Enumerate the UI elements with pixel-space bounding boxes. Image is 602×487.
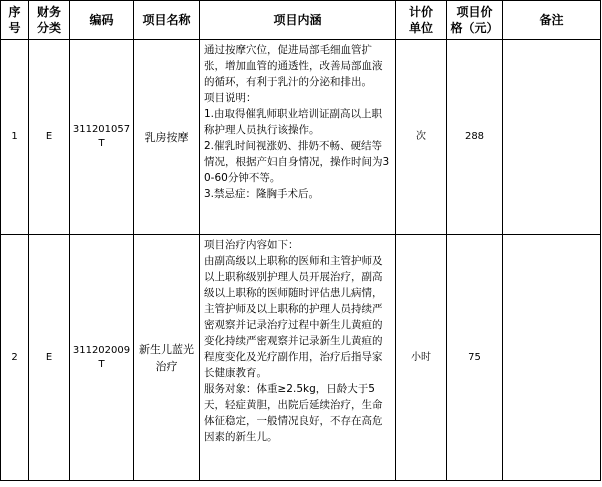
header-name: 项目名称	[134, 1, 200, 40]
content-line: 1.由取得催乳师职业培训证副高以上职称护理人员执行该操作。	[204, 108, 383, 136]
header-category: 财务 分类	[29, 1, 70, 40]
header-code: 编码	[70, 1, 134, 40]
header-row	[1, 1, 601, 40]
header-seq: 序 号	[1, 1, 29, 40]
cell-remark	[503, 235, 601, 481]
content-line: 项目说明：	[204, 92, 257, 104]
cell-unit: 小时	[396, 235, 447, 481]
cell-category: E	[29, 40, 70, 235]
cell-seq: 2	[1, 235, 29, 481]
cell-seq: 1	[1, 40, 29, 235]
cell-name: 乳房按摩	[134, 40, 200, 235]
content-line: 2.催乳时间视涨奶、排奶不畅、硬结等情况，根据产妇自身情况，操作时间为30-60分钟不等。	[204, 140, 390, 184]
table-row	[1, 235, 601, 481]
content-line: 由副高级以上职称的医师和主管护师及以上职称级别护理人员开展治疗，副高级以上职称的医师随时评估患儿病情，主管护师及以上职称的护理人员持续严密观察并记录治疗过程中新生儿黄疸的变化持续严密观察并记录新生儿黄疸的程度变化及光疗副作用，治疗后指导家长健康教育。	[204, 255, 383, 379]
table-row	[1, 40, 601, 235]
content-line: 通过按摩穴位，促进局部毛细血管扩张，增加血管的通透性，改善局部血液的循环，有利于乳汁的分泌和排出。	[204, 44, 383, 88]
header-content: 项目内涵	[200, 1, 396, 40]
cell-content	[200, 40, 396, 235]
header-unit: 计价 单位	[396, 1, 447, 40]
cell-category: E	[29, 235, 70, 481]
cell-remark	[503, 40, 601, 235]
cell-unit: 次	[396, 40, 447, 235]
cell-code: 311201057T	[70, 40, 134, 235]
cell-price: 75	[447, 235, 503, 481]
content-line: 3.禁忌症：隆胸手术后。	[204, 188, 320, 200]
header-price: 项目价 格（元）	[447, 1, 503, 40]
content-line: 服务对象：体重≥2.5kg，日龄大于5天，轻症黄胆，出院后延续治疗，生命体征稳定，一般情况良好，不存在高危因素的新生儿。	[204, 383, 383, 443]
content-line: 项目治疗内容如下：	[204, 239, 299, 251]
cell-code: 311202009T	[70, 235, 134, 481]
cell-content	[200, 235, 396, 481]
cell-price: 288	[447, 40, 503, 235]
header-remark: 备注	[503, 1, 601, 40]
cell-name: 新生儿蓝光治疗	[134, 235, 200, 481]
